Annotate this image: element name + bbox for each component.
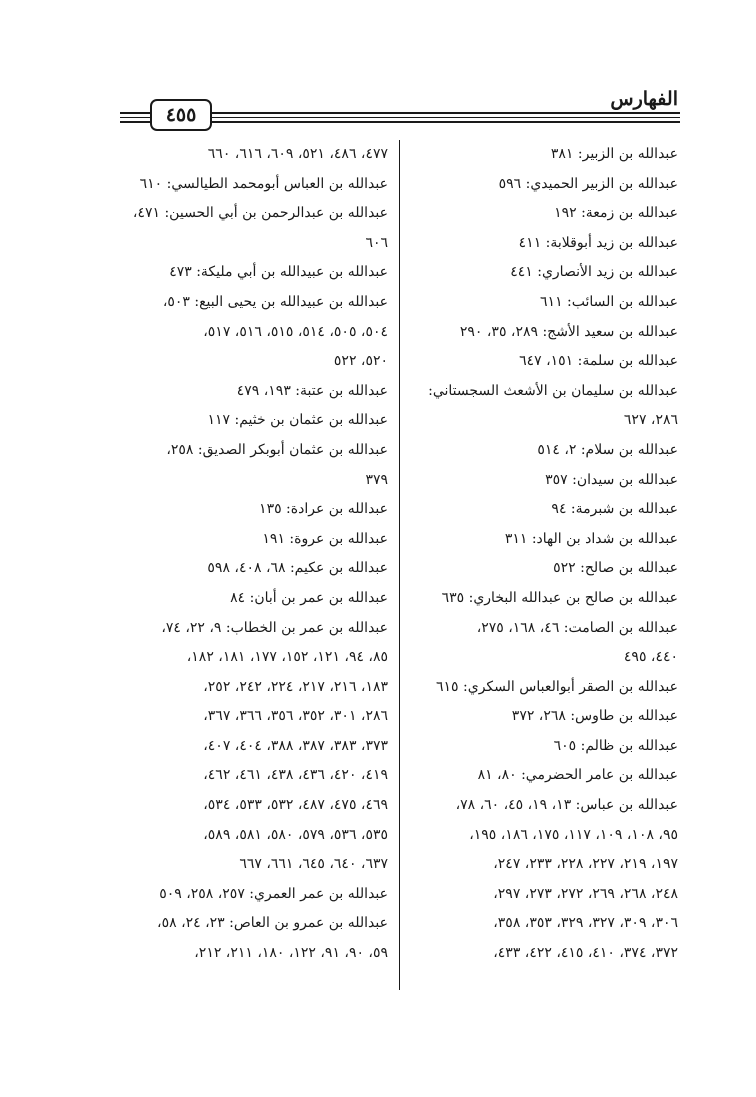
index-line: ٦٣٧، ٦٤٠، ٦٤٥، ٦٦١، ٦٦٧ xyxy=(239,856,388,873)
index-column-right xyxy=(410,140,678,969)
index-line: عبدالله بن عبيدالله بن أبي مليكة: ٤٧٣ xyxy=(169,264,388,281)
index-line: عبدالله بن عمر بن أبان: ٨٤ xyxy=(230,589,388,606)
index-line: عبدالله بن صالح: ٥٢٢ xyxy=(553,560,678,577)
index-line: عبدالله بن عرادة: ١٣٥ xyxy=(259,501,388,518)
index-line: ٥٠٤، ٥٠٥، ٥١٤، ٥١٥، ٥١٦، ٥١٧، xyxy=(203,323,388,340)
index-column-left xyxy=(120,140,388,969)
index-line: ١٩٧، ٢١٩، ٢٢٧، ٢٢٨، ٢٣٣، ٢٤٧، xyxy=(493,856,678,873)
index-line: ٣٠٦، ٣٠٩، ٣٢٧، ٣٢٩، ٣٥٣، ٣٥٨، xyxy=(493,915,678,932)
index-line: عبدالله بن الصامت: ٤٦، ١٦٨، ٢٧٥، xyxy=(476,619,678,636)
index-line: ١٨٣، ٢١٦، ٢١٧، ٢٢٤، ٢٤٢، ٢٥٢، xyxy=(203,678,388,695)
index-line: ٤٤٠، ٤٩٥ xyxy=(623,649,678,666)
index-line: عبدالله بن عكيم: ٦٨، ٤٠٨، ٥٩٨ xyxy=(207,560,388,577)
index-line: ٤٦٩، ٤٧٥، ٤٨٧، ٥٣٢، ٥٣٣، ٥٣٤، xyxy=(203,797,388,814)
index-line: عبدالله بن سلام: ٢، ٥١٤ xyxy=(537,441,678,458)
index-line: عبدالله بن عثمان بن خثيم: ١١٧ xyxy=(207,412,388,429)
index-line: عبدالله بن سلمة: ١٥١، ٦٤٧ xyxy=(519,353,678,370)
index-line: عبدالله بن الزبير: ٣٨١ xyxy=(550,146,678,162)
index-line: عبدالله بن عباس: ١٣، ١٩، ٤٥، ٦٠، ٧٨، xyxy=(455,797,678,814)
index-line: ٣٧٣، ٣٨٣، ٣٨٧، ٣٨٨، ٤٠٤، ٤٠٧، xyxy=(203,737,388,754)
index-line: ٢٨٦، ٣٠١، ٣٥٢، ٣٥٦، ٣٦٦، ٣٦٧، xyxy=(203,708,388,725)
index-line: ٣٧٩ xyxy=(365,471,388,488)
index-line: عبدالله بن زيد أبوقلابة: ٤١١ xyxy=(518,234,678,251)
index-line: ٢٤٨، ٢٦٨، ٢٦٩، ٢٧٢، ٢٧٣، ٢٩٧، xyxy=(493,885,678,902)
index-line: ٨٥، ٩٤، ١٢١، ١٥٢، ١٧٧، ١٨١، ١٨٢، xyxy=(186,649,388,666)
index-line: عبدالله بن عبدالرحمن بن أبي الحسين: ٤٧١، xyxy=(132,205,388,222)
index-line: عبدالله بن السائب: ٦١١ xyxy=(540,293,678,310)
index-line: عبدالله بن الزبير الحميدي: ٥٩٦ xyxy=(498,175,678,192)
index-line: ٢٨٦، ٦٢٧ xyxy=(623,412,678,429)
index-line: عبدالله بن شداد بن الهاد: ٣١١ xyxy=(504,530,678,547)
running-title: الفهارس xyxy=(610,88,678,110)
index-line: عبدالله بن سيدان: ٣٥٧ xyxy=(545,471,678,488)
index-line: عبدالله بن العباس أبومحمد الطيالسي: ٦١٠ xyxy=(139,175,388,192)
page-header xyxy=(0,0,756,140)
index-line: عبدالله بن عتبة: ١٩٣، ٤٧٩ xyxy=(236,382,388,399)
index-line: عبدالله بن عبيدالله بن يحيى البيع: ٥٠٣، xyxy=(162,293,388,310)
index-line: عبدالله بن ظالم: ٦٠٥ xyxy=(553,737,678,754)
index-line: عبدالله بن زمعة: ١٩٢ xyxy=(554,205,678,222)
index-line: عبدالله بن شبرمة: ٩٤ xyxy=(551,501,678,518)
index-line: ٩٥، ١٠٨، ١٠٩، ١١٧، ١٧٥، ١٨٦، ١٩٥، xyxy=(469,826,678,843)
index-line: عبدالله بن زيد الأنصاري: ٤٤١ xyxy=(510,264,678,281)
index-line: عبدالله بن الصقر أبوالعباس السكري: ٦١٥ xyxy=(436,678,678,695)
index-line: عبدالله بن عثمان أبوبكر الصديق: ٢٥٨، xyxy=(166,441,388,458)
index-line: عبدالله بن عروة: ١٩١ xyxy=(262,530,388,547)
index-line: عبدالله بن صالح بن عبدالله البخاري: ٦٣٥ xyxy=(441,589,678,606)
index-line: عبدالله بن سعيد الأشج: ٢٨٩، ٣٥، ٢٩٠ xyxy=(459,323,678,340)
index-line: ٥٩، ٩٠، ٩١، ١٢٢، ١٨٠، ٢١١، ٢١٢، xyxy=(194,945,388,962)
index-line: عبدالله بن عمر بن الخطاب: ٩، ٢٢، ٧٤، xyxy=(161,619,388,636)
index-line: ٥٣٥، ٥٣٦، ٥٧٩، ٥٨٠، ٥٨١، ٥٨٩، xyxy=(203,826,388,843)
index-line: ٥٢٠، ٥٢٢ xyxy=(333,353,388,370)
column-divider xyxy=(399,140,400,990)
index-line: عبدالله بن طاوس: ٢٦٨، ٣٧٢ xyxy=(511,708,678,725)
index-line: ٤١٩، ٤٢٠، ٤٣٦، ٤٣٨، ٤٦١، ٤٦٢، xyxy=(203,767,388,784)
index-line: ٤٧٧، ٤٨٦، ٥٢١، ٦٠٩، ٦١٦، ٦٦٠ xyxy=(207,146,388,162)
page-number: ٤٥٥ xyxy=(150,99,212,131)
index-line: عبدالله بن سليمان بن الأشعث السجستاني: xyxy=(428,382,678,399)
index-line: عبدالله بن عمرو بن العاص: ٢٣، ٢٤، ٥٨، xyxy=(157,915,388,932)
index-line: ٦٠٦ xyxy=(365,234,388,251)
index-line: عبدالله بن عامر الحضرمي: ٨٠، ٨١ xyxy=(477,767,678,784)
index-line: ٣٧٢، ٣٧٤، ٤١٠، ٤١٥، ٤٢٢، ٤٣٣، xyxy=(493,945,678,962)
index-line: عبدالله بن عمر العمري: ٢٥٧، ٢٥٨، ٥٠٩ xyxy=(159,885,388,902)
